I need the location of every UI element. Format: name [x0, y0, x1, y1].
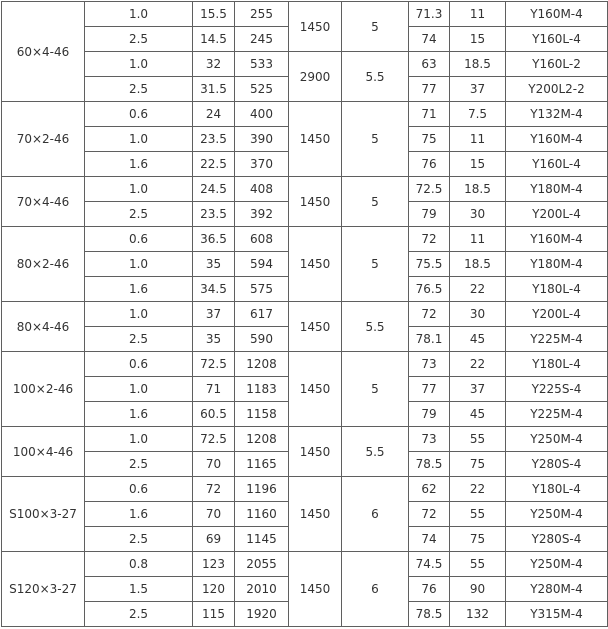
motor-power-cell: 37 — [450, 77, 506, 102]
efficiency-cell: 78.1 — [409, 327, 450, 352]
speed-cell: 1450 — [289, 552, 342, 627]
flow-alt-cell: 1208 — [235, 427, 289, 452]
motor-model-cell: Y180M-4 — [506, 252, 608, 277]
power-factor-cell: 5.5 — [342, 427, 409, 477]
table-row — [2, 302, 608, 327]
flow-cell: 70 — [193, 502, 235, 527]
motor-model-cell: Y315M-4 — [506, 602, 608, 627]
power-factor-cell: 5.5 — [342, 302, 409, 352]
model-cell: 70×4-46 — [2, 177, 85, 227]
pressure-cell: 1.0 — [85, 377, 193, 402]
motor-power-cell: 55 — [450, 552, 506, 577]
motor-model-cell: Y250M-4 — [506, 552, 608, 577]
pressure-cell: 0.6 — [85, 102, 193, 127]
model-cell: 70×2-46 — [2, 102, 85, 177]
motor-power-cell: 132 — [450, 602, 506, 627]
motor-power-cell: 18.5 — [450, 52, 506, 77]
power-factor-cell: 5 — [342, 352, 409, 427]
motor-power-cell: 18.5 — [450, 252, 506, 277]
pressure-cell: 2.5 — [85, 527, 193, 552]
flow-cell: 23.5 — [193, 127, 235, 152]
motor-model-cell: Y200L-4 — [506, 302, 608, 327]
pressure-cell: 1.0 — [85, 427, 193, 452]
motor-power-cell: 75 — [450, 452, 506, 477]
flow-cell: 72.5 — [193, 352, 235, 377]
motor-model-cell: Y160L-4 — [506, 152, 608, 177]
flow-alt-cell: 590 — [235, 327, 289, 352]
motor-power-cell: 22 — [450, 352, 506, 377]
pressure-cell: 1.5 — [85, 577, 193, 602]
efficiency-cell: 78.5 — [409, 452, 450, 477]
motor-model-cell: Y160M-4 — [506, 2, 608, 27]
motor-power-cell: 18.5 — [450, 177, 506, 202]
efficiency-cell: 72 — [409, 302, 450, 327]
efficiency-cell: 72.5 — [409, 177, 450, 202]
pressure-cell: 1.6 — [85, 152, 193, 177]
pressure-cell: 0.8 — [85, 552, 193, 577]
motor-model-cell: Y132M-4 — [506, 102, 608, 127]
flow-cell: 22.5 — [193, 152, 235, 177]
pump-spec-table — [1, 1, 608, 627]
table-row — [2, 177, 608, 202]
motor-power-cell: 30 — [450, 202, 506, 227]
pressure-cell: 0.6 — [85, 227, 193, 252]
efficiency-cell: 74 — [409, 527, 450, 552]
speed-cell: 1450 — [289, 177, 342, 227]
speed-cell: 1450 — [289, 427, 342, 477]
flow-cell: 35 — [193, 252, 235, 277]
pressure-cell: 2.5 — [85, 327, 193, 352]
flow-alt-cell: 1196 — [235, 477, 289, 502]
efficiency-cell: 77 — [409, 77, 450, 102]
motor-model-cell: Y200L2-2 — [506, 77, 608, 102]
table-row — [2, 427, 608, 452]
table-row — [2, 477, 608, 502]
motor-model-cell: Y160L-4 — [506, 27, 608, 52]
table-row — [2, 52, 608, 77]
table-row — [2, 552, 608, 577]
efficiency-cell: 71 — [409, 102, 450, 127]
flow-cell: 32 — [193, 52, 235, 77]
flow-alt-cell: 400 — [235, 102, 289, 127]
flow-cell: 14.5 — [193, 27, 235, 52]
efficiency-cell: 73 — [409, 427, 450, 452]
flow-cell: 37 — [193, 302, 235, 327]
efficiency-cell: 71.3 — [409, 2, 450, 27]
motor-power-cell: 11 — [450, 127, 506, 152]
efficiency-cell: 62 — [409, 477, 450, 502]
spec-table-body — [2, 2, 608, 627]
pressure-cell: 2.5 — [85, 77, 193, 102]
motor-model-cell: Y180L-4 — [506, 352, 608, 377]
flow-alt-cell: 1145 — [235, 527, 289, 552]
motor-model-cell: Y280S-4 — [506, 527, 608, 552]
efficiency-cell: 73 — [409, 352, 450, 377]
motor-model-cell: Y280S-4 — [506, 452, 608, 477]
flow-alt-cell: 1160 — [235, 502, 289, 527]
motor-power-cell: 37 — [450, 377, 506, 402]
model-cell: 80×2-46 — [2, 227, 85, 302]
pressure-cell: 2.5 — [85, 452, 193, 477]
flow-alt-cell: 1165 — [235, 452, 289, 477]
power-factor-cell: 5.5 — [342, 52, 409, 102]
flow-alt-cell: 390 — [235, 127, 289, 152]
motor-model-cell: Y250M-4 — [506, 427, 608, 452]
motor-model-cell: Y160M-4 — [506, 227, 608, 252]
flow-cell: 34.5 — [193, 277, 235, 302]
flow-alt-cell: 575 — [235, 277, 289, 302]
speed-cell: 1450 — [289, 477, 342, 552]
flow-alt-cell: 255 — [235, 2, 289, 27]
table-row — [2, 352, 608, 377]
motor-model-cell: Y160M-4 — [506, 127, 608, 152]
pressure-cell: 1.0 — [85, 252, 193, 277]
motor-power-cell: 75 — [450, 527, 506, 552]
flow-alt-cell: 245 — [235, 27, 289, 52]
motor-power-cell: 45 — [450, 402, 506, 427]
model-cell: 80×4-46 — [2, 302, 85, 352]
flow-cell: 31.5 — [193, 77, 235, 102]
motor-model-cell: Y180M-4 — [506, 177, 608, 202]
flow-alt-cell: 408 — [235, 177, 289, 202]
motor-model-cell: Y200L-4 — [506, 202, 608, 227]
motor-model-cell: Y280M-4 — [506, 577, 608, 602]
efficiency-cell: 76 — [409, 577, 450, 602]
efficiency-cell: 74.5 — [409, 552, 450, 577]
motor-power-cell: 55 — [450, 427, 506, 452]
efficiency-cell: 79 — [409, 402, 450, 427]
motor-power-cell: 15 — [450, 27, 506, 52]
flow-cell: 115 — [193, 602, 235, 627]
flow-cell: 72 — [193, 477, 235, 502]
efficiency-cell: 72 — [409, 227, 450, 252]
efficiency-cell: 63 — [409, 52, 450, 77]
pressure-cell: 1.6 — [85, 402, 193, 427]
pressure-cell: 1.0 — [85, 2, 193, 27]
motor-model-cell: Y250M-4 — [506, 502, 608, 527]
power-factor-cell: 6 — [342, 477, 409, 552]
efficiency-cell: 77 — [409, 377, 450, 402]
efficiency-cell: 72 — [409, 502, 450, 527]
model-cell: S100×3-27 — [2, 477, 85, 552]
flow-alt-cell: 1920 — [235, 602, 289, 627]
flow-cell: 69 — [193, 527, 235, 552]
motor-power-cell: 11 — [450, 227, 506, 252]
flow-alt-cell: 370 — [235, 152, 289, 177]
motor-model-cell: Y180L-4 — [506, 477, 608, 502]
motor-model-cell: Y225S-4 — [506, 377, 608, 402]
efficiency-cell: 78.5 — [409, 602, 450, 627]
motor-power-cell: 55 — [450, 502, 506, 527]
efficiency-cell: 75.5 — [409, 252, 450, 277]
flow-alt-cell: 392 — [235, 202, 289, 227]
motor-power-cell: 7.5 — [450, 102, 506, 127]
pressure-cell: 1.0 — [85, 302, 193, 327]
table-row — [2, 227, 608, 252]
flow-cell: 71 — [193, 377, 235, 402]
flow-alt-cell: 1183 — [235, 377, 289, 402]
power-factor-cell: 6 — [342, 552, 409, 627]
table-row — [2, 102, 608, 127]
speed-cell: 2900 — [289, 52, 342, 102]
pressure-cell: 1.0 — [85, 177, 193, 202]
pressure-cell: 1.6 — [85, 502, 193, 527]
flow-cell: 70 — [193, 452, 235, 477]
flow-cell: 23.5 — [193, 202, 235, 227]
flow-alt-cell: 525 — [235, 77, 289, 102]
pressure-cell: 1.0 — [85, 127, 193, 152]
flow-cell: 24.5 — [193, 177, 235, 202]
flow-alt-cell: 617 — [235, 302, 289, 327]
motor-power-cell: 45 — [450, 327, 506, 352]
power-factor-cell: 5 — [342, 177, 409, 227]
motor-power-cell: 22 — [450, 277, 506, 302]
power-factor-cell: 5 — [342, 102, 409, 177]
table-row — [2, 2, 608, 27]
power-factor-cell: 5 — [342, 2, 409, 52]
flow-alt-cell: 2010 — [235, 577, 289, 602]
pressure-cell: 1.0 — [85, 52, 193, 77]
efficiency-cell: 75 — [409, 127, 450, 152]
speed-cell: 1450 — [289, 2, 342, 52]
efficiency-cell: 79 — [409, 202, 450, 227]
pressure-cell: 1.6 — [85, 277, 193, 302]
model-cell: 100×2-46 — [2, 352, 85, 427]
motor-model-cell: Y180L-4 — [506, 277, 608, 302]
efficiency-cell: 76 — [409, 152, 450, 177]
flow-alt-cell: 533 — [235, 52, 289, 77]
pressure-cell: 0.6 — [85, 352, 193, 377]
motor-power-cell: 30 — [450, 302, 506, 327]
speed-cell: 1450 — [289, 302, 342, 352]
pressure-cell: 0.6 — [85, 477, 193, 502]
speed-cell: 1450 — [289, 352, 342, 427]
flow-alt-cell: 1158 — [235, 402, 289, 427]
motor-model-cell: Y160L-2 — [506, 52, 608, 77]
pressure-cell: 2.5 — [85, 602, 193, 627]
flow-cell: 15.5 — [193, 2, 235, 27]
motor-power-cell: 90 — [450, 577, 506, 602]
motor-model-cell: Y225M-4 — [506, 402, 608, 427]
flow-cell: 36.5 — [193, 227, 235, 252]
flow-cell: 123 — [193, 552, 235, 577]
flow-alt-cell: 608 — [235, 227, 289, 252]
flow-alt-cell: 2055 — [235, 552, 289, 577]
speed-cell: 1450 — [289, 227, 342, 302]
model-cell: 60×4-46 — [2, 2, 85, 102]
motor-power-cell: 11 — [450, 2, 506, 27]
flow-cell: 24 — [193, 102, 235, 127]
motor-model-cell: Y225M-4 — [506, 327, 608, 352]
power-factor-cell: 5 — [342, 227, 409, 302]
pressure-cell: 2.5 — [85, 202, 193, 227]
efficiency-cell: 76.5 — [409, 277, 450, 302]
pressure-cell: 2.5 — [85, 27, 193, 52]
model-cell: 100×4-46 — [2, 427, 85, 477]
motor-power-cell: 15 — [450, 152, 506, 177]
flow-alt-cell: 594 — [235, 252, 289, 277]
model-cell: S120×3-27 — [2, 552, 85, 627]
speed-cell: 1450 — [289, 102, 342, 177]
flow-cell: 35 — [193, 327, 235, 352]
flow-cell: 60.5 — [193, 402, 235, 427]
flow-cell: 72.5 — [193, 427, 235, 452]
motor-power-cell: 22 — [450, 477, 506, 502]
flow-cell: 120 — [193, 577, 235, 602]
efficiency-cell: 74 — [409, 27, 450, 52]
flow-alt-cell: 1208 — [235, 352, 289, 377]
